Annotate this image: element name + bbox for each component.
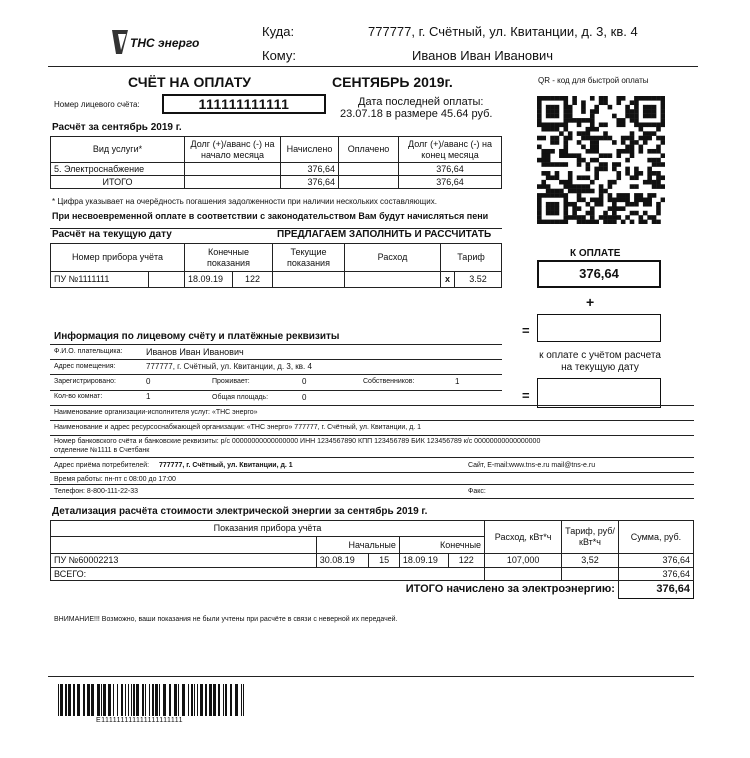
cur-h-tariff: Тариф [441,244,502,272]
reception-value: 777777, г. Счётный, ул. Квитанции, д. 1 [159,462,293,469]
logo-text: ТНС энерго [130,36,200,50]
registered-value: 0 [146,377,151,386]
equals-sign-1: = [522,323,530,338]
cur-mult: x [441,272,455,288]
current-pay-label: к оплате с учётом расчета на текущую дату [539,350,661,373]
detail-tariff: 3,52 [562,554,619,568]
work-hours: Время работы: пн-пт с 08:00 до 17:00 [54,476,176,483]
amount-input-2[interactable] [537,378,661,408]
area-label: Общая площадь: [212,394,269,401]
cut-line [48,676,694,677]
calc-paid [339,163,399,176]
detail-h-sum: Сумма, руб. [618,521,693,554]
fax: Факс: [468,488,486,495]
supplier-org: Наименование и адрес ресурсоснабжающей организации: «ТНС энерго» 777777, г. Счётный, ул. Квитанции, д. 1 [54,424,422,431]
site-email: Сайт, E-mail:www.tns-e.ru mail@tns-e.ru [468,462,596,469]
detail-total-label: ВСЕГО: [51,568,485,581]
phone: Телефон: 8-800-111-22-33 [54,488,139,495]
rooms-value: 1 [146,392,151,401]
calc-h-end: Долг (+)/аванс (-) на конец месяца [399,137,502,163]
detail-sum: 376,64 [618,554,693,568]
calc-h-charged: Начислено [281,137,339,163]
amount-input-1[interactable] [537,314,661,342]
detail-usage: 107,000 [485,554,562,568]
table-row [51,568,694,581]
calc-service: 5. Электроснабжение [51,163,185,176]
address-label: Адрес помещения: [54,363,116,370]
detail-h-tariff: Тариф, руб/кВт*ч [562,521,619,554]
cur-usage-input[interactable] [345,272,441,288]
grand-total-sum: 376,64 [618,581,693,599]
rooms-label: Кол-во комнат: [54,393,103,400]
detail-total-sum: 376,64 [618,568,693,581]
owners-value: 1 [455,377,460,386]
calc-end: 376,64 [399,163,502,176]
cur-tariff: 3.52 [455,272,502,288]
calc-h-start: Долг (+)/аванс (-) на начало месяца [185,137,281,163]
detail-start-val: 15 [369,554,399,568]
to-pay-amount: 376,64 [579,266,619,281]
address-value: 777777, г. Счётный, ул. Квитанции, д. 3, кв. 4 [146,362,312,371]
whom-label: Кому: [262,48,296,63]
company-logo [108,28,198,58]
detail-h-end: Конечные [399,537,484,554]
bill-title: СЧЁТ НА ОПЛАТУ [128,74,251,90]
fio-label: Ф.И.О. плательщика: [54,348,123,355]
calc-service: ИТОГО [51,176,185,189]
owners-label: Собственников: [363,378,415,385]
calc-end: 376,64 [399,176,502,189]
last-payment-line1: Дата последней оплаты: [358,96,484,108]
to-address: 777777, г. Счётный, ул. Квитанции, д. 3, кв. 4 [368,24,638,39]
calc-paid [339,176,399,189]
calc-table [50,136,502,189]
area-value: 0 [302,393,307,402]
detail-h-usage: Расход, кВт*ч [485,521,562,554]
header-divider [48,66,698,67]
cur-h-final: Конечные показания [185,244,273,272]
detail-start-date: 30.08.19 [316,554,369,568]
account-label: Номер лицевого счёта: [54,100,140,109]
bank-branch: отделение №1111 в Счетбанк [54,447,150,454]
detail-end-date: 18.09.19 [399,554,448,568]
table-row [51,176,502,189]
reception-label: Адрес приёма потребителей: [54,462,150,469]
grand-total-label: ИТОГО начислено за электроэнергию: [51,581,619,599]
executor-org: Наименование организации-исполнителя услуг: «ТНС энерго» [54,409,258,416]
barcode [58,684,244,716]
detail-table [50,520,694,599]
barcode-number: Е111111111111111111111 [96,717,184,724]
whom-name: Иванов Иван Иванович [412,48,554,63]
calc-h-paid: Оплачено [339,137,399,163]
cur-h-current: Текущие показания [273,244,345,272]
detail-end-val: 122 [448,554,485,568]
registered-label: Зарегистрировано: [54,378,116,385]
current-offer: ПРЕДЛАГАЕМ ЗАПОЛНИТЬ И РАССЧИТАТЬ [277,229,492,240]
detail-meter: ПУ №60002213 [51,554,317,568]
living-label: Проживает: [212,378,250,385]
cur-meter: ПУ №1111111 [51,272,149,288]
last-payment-line2: 23.07.18 в размере 45.64 руб. [340,108,493,120]
equals-sign-2: = [522,388,530,403]
to-pay-box [537,260,661,288]
account-number: 111111111111 [198,96,290,112]
table-row [51,272,502,288]
calc-note: * Цифра указывает на очерёдность погашения задолженности при наличии нескольких составляющих. [52,197,437,206]
table-row [51,163,502,176]
calc-title: Расчёт за сентябрь 2019 г. [52,122,182,133]
living-value: 0 [302,377,307,386]
fio-value: Иванов Иван Иванович [146,347,244,357]
account-number-box [162,94,326,114]
warning-note: ВНИМАНИЕ!!! Возможно, ваши показания не были учтены при расчёте в связи с неверной их передачей. [54,616,398,623]
calc-start [185,163,281,176]
detail-title: Детализация расчёта стоимости электрической энергии за сентябрь 2019 г. [52,506,428,517]
calc-charged: 376,64 [281,176,339,189]
calc-h-service: Вид услуги* [51,137,185,163]
cur-date: 18.09.19 [185,272,233,288]
bill-period: СЕНТЯБРЬ 2019г. [332,74,453,90]
penalty-note: При несвоевременной оплате в соответствии с законодательством Вам будут начисляться пени [52,211,489,221]
qr-code [537,96,665,224]
cur-reading: 122 [233,272,273,288]
current-table [50,243,502,288]
detail-h-readings: Показания прибора учёта [51,521,485,537]
to-label: Куда: [262,24,295,39]
bank-details: Номер банковского счёта и банковские реквизиты: р/с 00000000000000000 ИНН 1234567890 КПП 123456789 БИК 123456789 к/с 00000000000000000 [54,438,541,445]
current-title: Расчёт на текущую дату [52,229,172,240]
calc-start [185,176,281,189]
table-row [51,554,694,568]
calc-charged: 376,64 [281,163,339,176]
cur-h-usage: Расход [345,244,441,272]
cur-h-meter: Номер прибора учёта [51,244,185,272]
plus-sign: + [586,294,595,310]
info-title: Информация по лицевому счёту и платёжные реквизиты [54,331,340,342]
qr-label: QR - код для быстрой оплаты [538,76,649,85]
cur-current-input[interactable] [273,272,345,288]
to-pay-label: К ОПЛАТЕ [570,248,621,259]
detail-h-start: Начальные [316,537,399,554]
